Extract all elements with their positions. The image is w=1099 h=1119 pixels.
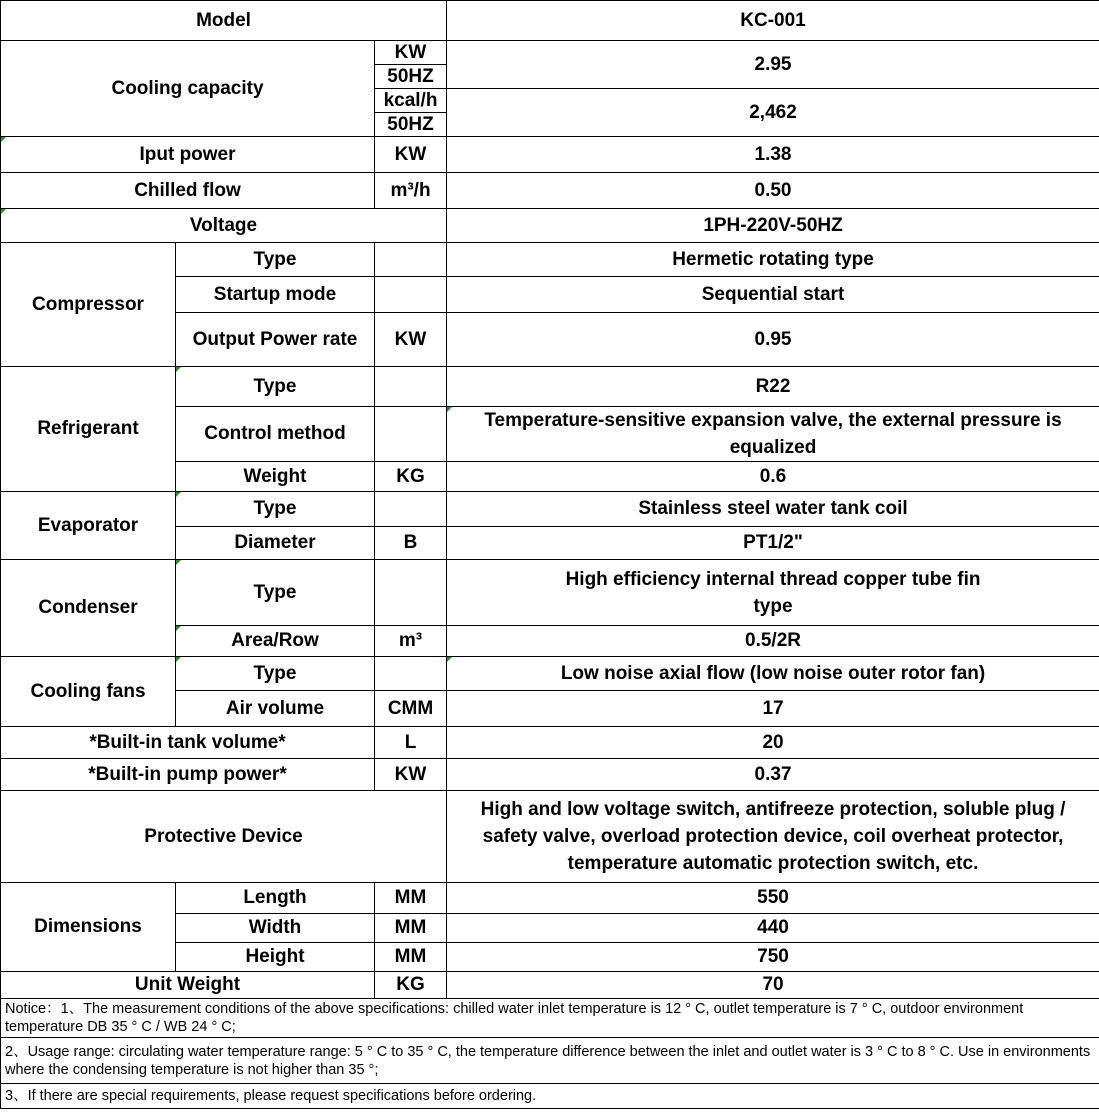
condenser-area-value: 0.5/2R xyxy=(447,626,1099,657)
pump-power-unit: KW xyxy=(375,759,447,791)
dimensions-height-label: Height xyxy=(176,943,375,972)
cooling-fans-type-unit xyxy=(375,657,447,691)
model-label: Model xyxy=(1,1,447,41)
freq-50hz: 50HZ xyxy=(387,66,434,87)
compressor-power-label: Output Power rate xyxy=(176,313,375,367)
notes-row xyxy=(1,999,1099,1038)
protective-device-label: Protective Device xyxy=(1,791,447,883)
evaporator-type-unit xyxy=(375,492,447,527)
cooling-fans-type-value: Low noise axial flow (low noise outer rotor fan) xyxy=(447,657,1099,691)
dimensions-height-unit: MM xyxy=(375,943,447,972)
protective-device-value: High and low voltage switch, antifreeze protection, soluble plug / safety valve, overload protection device, coil overheat protector, temperature automatic protection switch, etc. xyxy=(447,791,1099,883)
input-power-row xyxy=(1,137,1099,173)
tank-volume-row xyxy=(1,727,1099,759)
chilled-flow-label: Chilled flow xyxy=(1,173,375,209)
condenser-type-unit xyxy=(375,560,447,626)
evaporator-label: Evaporator xyxy=(1,492,176,560)
condenser-row xyxy=(1,560,1099,626)
condenser-type-label: Type xyxy=(176,560,375,626)
chilled-flow-value: 0.50 xyxy=(447,173,1099,209)
refrigerant-type-unit xyxy=(375,367,447,407)
unit-weight-label: Unit Weight xyxy=(1,972,375,999)
cooling-fans-row xyxy=(1,657,1099,691)
evaporator-type-value: Stainless steel water tank coil xyxy=(447,492,1099,527)
refrigerant-type-label: Type xyxy=(176,367,375,407)
cooling-capacity-row xyxy=(1,41,1099,89)
notes-row xyxy=(1,1084,1099,1109)
pump-power-value: 0.37 xyxy=(447,759,1099,791)
note-3: 3、If there are special requirements, please request specifications before ordering. xyxy=(1,1084,1099,1109)
compressor-startup-value: Sequential start xyxy=(447,277,1099,313)
dimensions-row xyxy=(1,883,1099,914)
cooling-capacity-kw-value: 2.95 xyxy=(447,41,1099,89)
cooling-capacity-unit-kcal xyxy=(375,89,447,137)
compressor-power-unit: KW xyxy=(375,313,447,367)
dimensions-length-unit: MM xyxy=(375,883,447,914)
refrigerant-control-label: Control method xyxy=(176,407,375,462)
compressor-power-value: 0.95 xyxy=(447,313,1099,367)
cooling-fans-label: Cooling fans xyxy=(1,657,176,727)
dimensions-width-unit: MM xyxy=(375,914,447,943)
cooling-fans-air-unit: CMM xyxy=(375,691,447,727)
evaporator-diameter-unit: B xyxy=(375,527,447,560)
model-row xyxy=(1,1,1099,41)
compressor-label: Compressor xyxy=(1,243,176,367)
freq-50hz: 50HZ xyxy=(387,114,434,135)
chilled-flow-row xyxy=(1,173,1099,209)
cooling-capacity-kcal-value: 2,462 xyxy=(447,89,1099,137)
refrigerant-control-unit xyxy=(375,407,447,462)
input-power-label: Iput power xyxy=(1,137,375,173)
condenser-label: Condenser xyxy=(1,560,176,657)
refrigerant-type-value: R22 xyxy=(447,367,1099,407)
cooling-capacity-label: Cooling capacity xyxy=(1,41,375,137)
evaporator-diameter-label: Diameter xyxy=(176,527,375,560)
compressor-type-label: Type xyxy=(176,243,375,277)
unit-kcal: kcal/h xyxy=(375,89,446,113)
voltage-label: Voltage xyxy=(1,209,447,243)
pump-power-label: *Built-in pump power* xyxy=(1,759,375,791)
cooling-fans-air-value: 17 xyxy=(447,691,1099,727)
input-power-unit: KW xyxy=(375,137,447,173)
voltage-value: 1PH-220V-50HZ xyxy=(447,209,1099,243)
pump-power-row xyxy=(1,759,1099,791)
compressor-type-value: Hermetic rotating type xyxy=(447,243,1099,277)
note-2: 2、Usage range: circulating water temperature range: 5 ° C to 35 ° C, the temperature difference between the inlet and outlet water is 3 ° C to 8 ° C. Use in environments where the condensing temperature is not higher than 35 °; xyxy=(1,1038,1099,1084)
condenser-area-label: Area/Row xyxy=(176,626,375,657)
unit-weight-unit: KG xyxy=(375,972,447,999)
evaporator-type-label: Type xyxy=(176,492,375,527)
tank-volume-label: *Built-in tank volume* xyxy=(1,727,375,759)
input-power-value: 1.38 xyxy=(447,137,1099,173)
refrigerant-weight-unit: KG xyxy=(375,462,447,492)
cooling-fans-air-label: Air volume xyxy=(176,691,375,727)
compressor-type-unit xyxy=(375,243,447,277)
compressor-startup-unit xyxy=(375,277,447,313)
protective-device-row xyxy=(1,791,1099,883)
dimensions-length-value: 550 xyxy=(447,883,1099,914)
compressor-startup-label: Startup mode xyxy=(176,277,375,313)
refrigerant-label: Refrigerant xyxy=(1,367,176,492)
dimensions-width-label: Width xyxy=(176,914,375,943)
note-1: Notice：1、The measurement conditions of the above specifications: chilled water inlet temperature is 12 ° C, outlet temperature is 7 ° C, outdoor environment temperature DB 35 ° C / WB 24 ° C; xyxy=(1,999,1099,1038)
evaporator-row xyxy=(1,492,1099,527)
dimensions-label: Dimensions xyxy=(1,883,176,972)
refrigerant-weight-value: 0.6 xyxy=(447,462,1099,492)
notes-row xyxy=(1,1038,1099,1084)
dimensions-width-value: 440 xyxy=(447,914,1099,943)
tank-volume-unit: L xyxy=(375,727,447,759)
cooling-fans-type-label: Type xyxy=(176,657,375,691)
unit-weight-row xyxy=(1,972,1099,999)
refrigerant-weight-label: Weight xyxy=(176,462,375,492)
condenser-area-unit: m³ xyxy=(375,626,447,657)
unit-kw: KW xyxy=(375,41,446,65)
condenser-type-value: High efficiency internal thread copper tube fin type xyxy=(447,560,1099,626)
cooling-capacity-unit-kw xyxy=(375,41,447,89)
dimensions-height-value: 750 xyxy=(447,943,1099,972)
refrigerant-control-value: Temperature-sensitive expansion valve, the external pressure is equalized xyxy=(447,407,1099,462)
dimensions-length-label: Length xyxy=(176,883,375,914)
tank-volume-value: 20 xyxy=(447,727,1099,759)
model-value: KC-001 xyxy=(447,1,1099,41)
evaporator-diameter-value: PT1/2" xyxy=(447,527,1099,560)
voltage-row xyxy=(1,209,1099,243)
refrigerant-row xyxy=(1,367,1099,407)
compressor-row xyxy=(1,243,1099,277)
unit-weight-value: 70 xyxy=(447,972,1099,999)
chilled-flow-unit: m³/h xyxy=(375,173,447,209)
